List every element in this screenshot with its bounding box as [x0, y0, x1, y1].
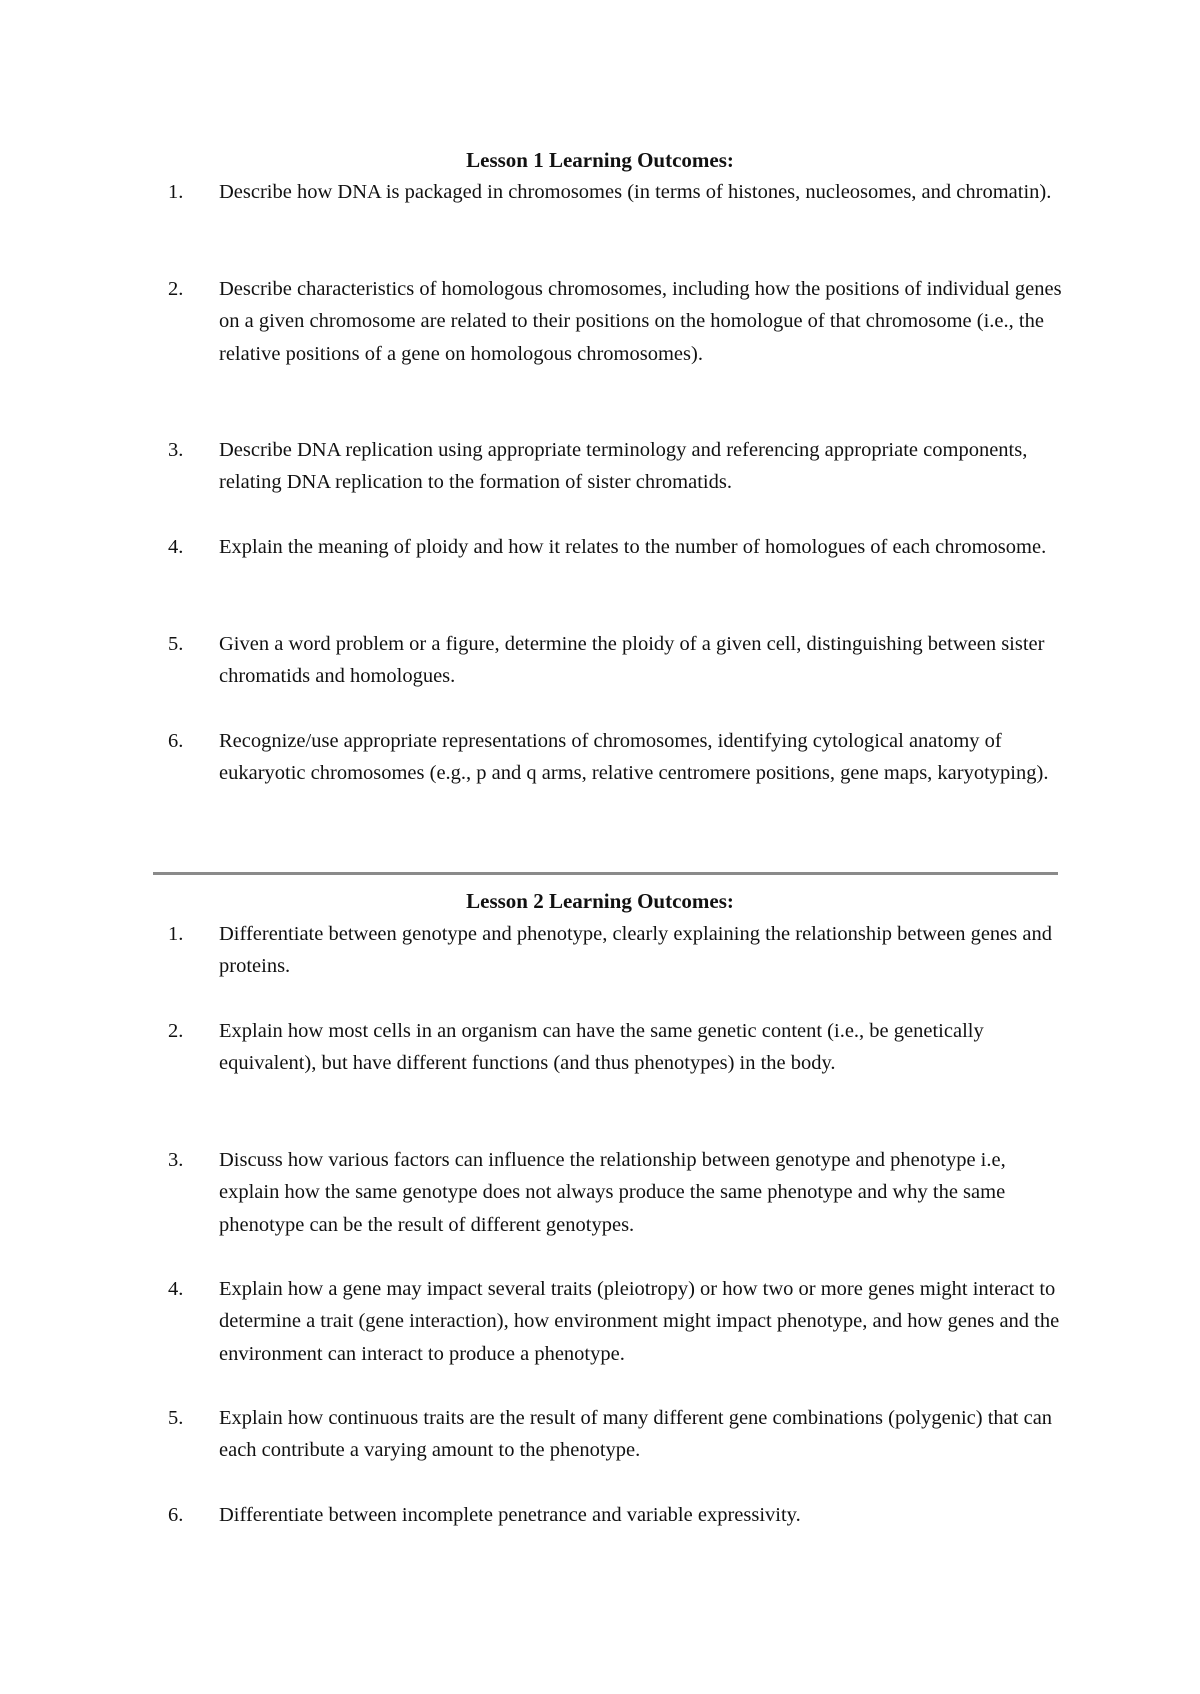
outcome-text: Given a word problem or a figure, determine the ploidy of a given cell, distinguishing between sister chromatids and homologues.	[219, 633, 1045, 688]
outcome-number: 2.	[168, 278, 184, 300]
outcome-text: Explain how a gene may impact several traits (pleiotropy) or how two or more genes might interact to determine a trait (gene interaction), how environment might impact phenotype, and how genes and the environment can interact to produce a phenotype.	[219, 1278, 1060, 1365]
outcome-text: Differentiate between genotype and phenotype, clearly explaining the relationship between genes and proteins.	[219, 923, 1052, 978]
outcome-text: Differentiate between incomplete penetrance and variable expressivity.	[219, 1504, 801, 1526]
outcome-text: Describe how DNA is packaged in chromosomes (in terms of histones, nucleosomes, and chromatin).	[219, 181, 1052, 203]
outcome-text: Explain how continuous traits are the result of many different gene combinations (polygenic) that can each contribute a varying amount to the phenotype.	[219, 1407, 1053, 1462]
lesson2-heading: Lesson 2 Learning Outcomes:	[466, 889, 734, 913]
outcome-number: 1.	[168, 181, 184, 203]
section-divider	[153, 872, 1058, 875]
outcome-number: 6.	[168, 730, 184, 752]
outcome-number: 3.	[168, 1149, 184, 1171]
outcome-text: Describe DNA replication using appropriate terminology and referencing appropriate components, relating DNA replication to the formation of sister chromatids.	[219, 439, 1028, 494]
outcome-text: Explain the meaning of ploidy and how it relates to the number of homologues of each chromosome.	[219, 536, 1047, 558]
outcome-text: Recognize/use appropriate representations of chromosomes, identifying cytological anatomy of eukaryotic chromosomes (e.g., p and q arms, relative centromere positions, gene maps, karyotyping).	[219, 730, 1049, 785]
outcome-text: Discuss how various factors can influence the relationship between genotype and phenotype i.e, explain how the same genotype does not always produce the same phenotype and why the same phenotype can be the result of different genotypes.	[219, 1149, 1006, 1236]
outcome-number: 3.	[168, 439, 184, 461]
outcome-number: 5.	[168, 633, 184, 655]
outcome-number: 6.	[168, 1504, 184, 1526]
outcome-text: Explain how most cells in an organism can have the same genetic content (i.e., be genetically equivalent), but have different functions (and thus phenotypes) in the body.	[219, 1020, 984, 1075]
outcome-number: 4.	[168, 536, 184, 558]
outcome-number: 2.	[168, 1020, 184, 1042]
outcome-number: 5.	[168, 1407, 184, 1429]
outcome-text: Describe characteristics of homologous chromosomes, including how the positions of individual genes on a given chromosome are related to their positions on the homologue of that chromosome (i.e., the relative positions of a gene on homologous chromosomes).	[219, 278, 1062, 365]
lesson1-heading: Lesson 1 Learning Outcomes:	[466, 148, 734, 172]
outcome-number: 4.	[168, 1278, 184, 1300]
outcome-number: 1.	[168, 923, 184, 945]
